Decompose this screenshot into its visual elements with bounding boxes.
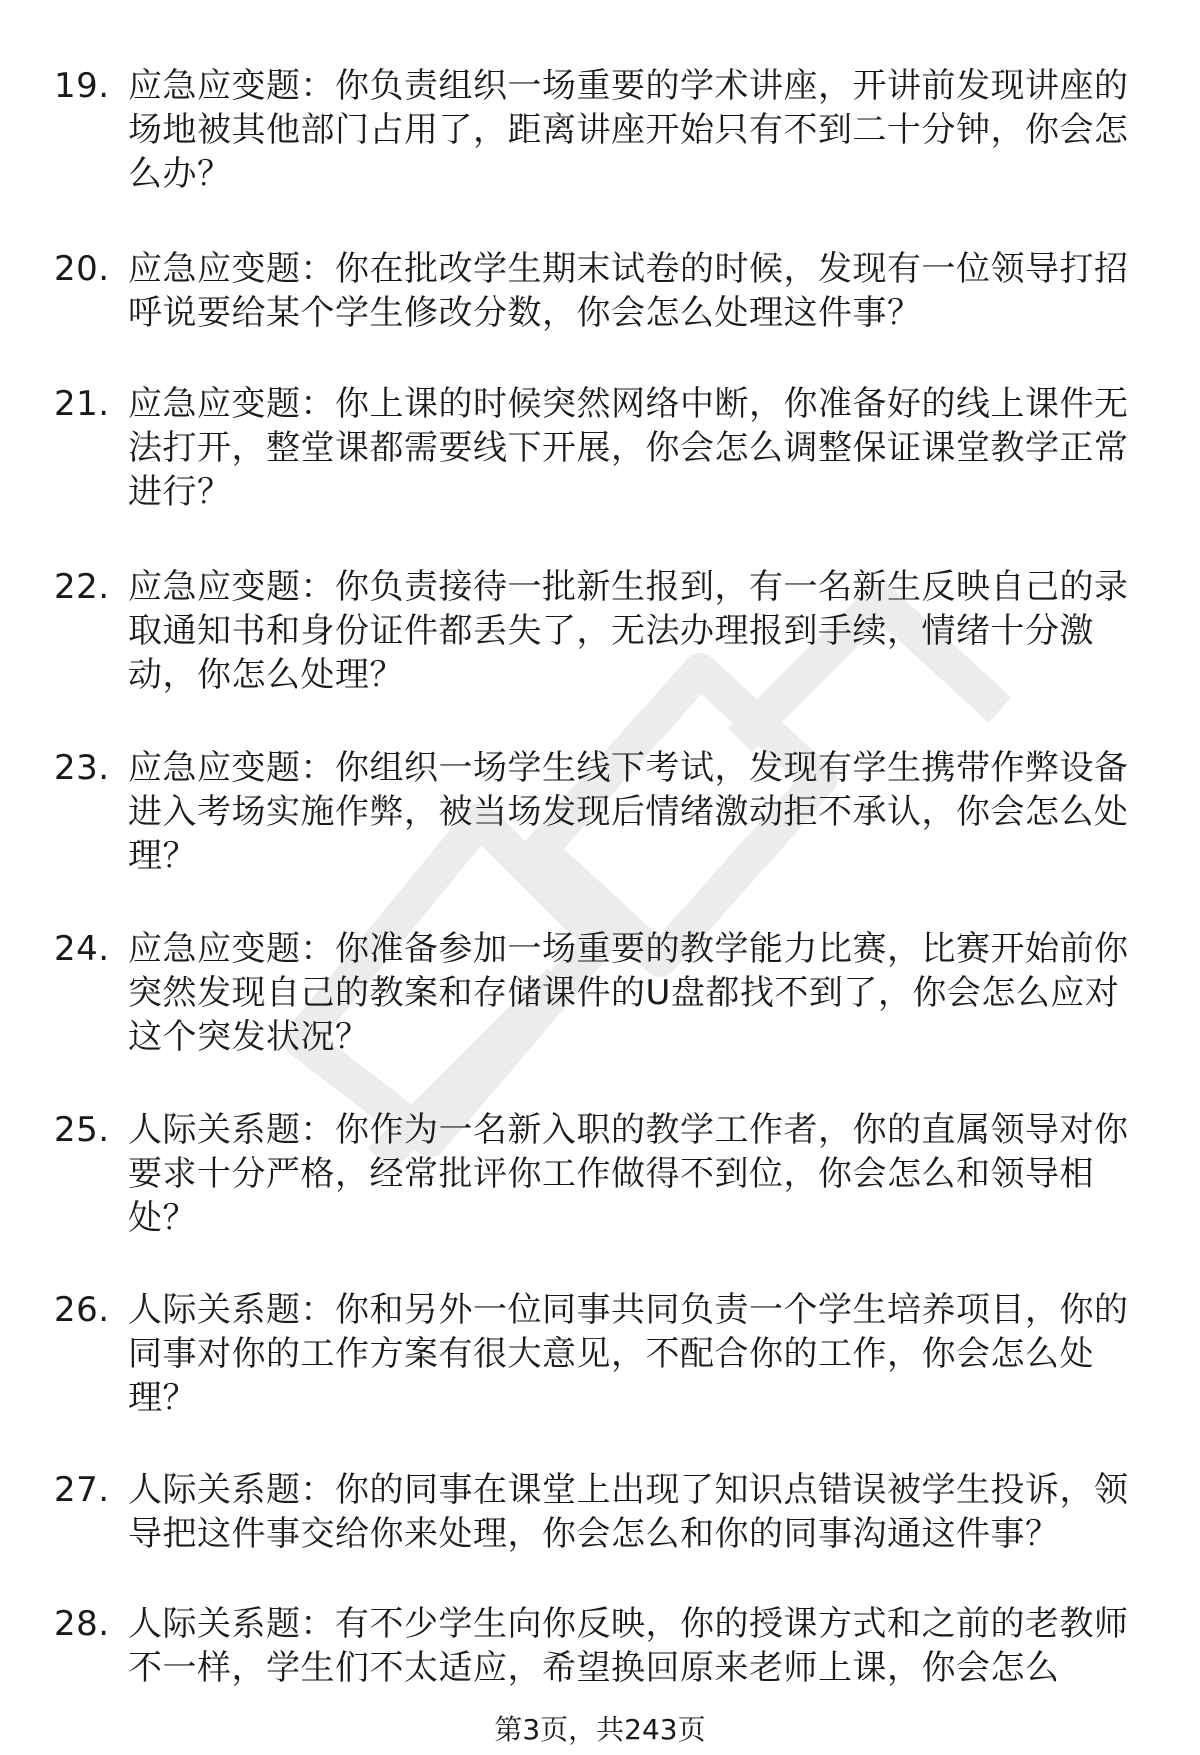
question-number: 20. bbox=[54, 249, 110, 289]
question-item bbox=[0, 382, 1200, 565]
question-text: 应急应变题：你上课的时候突然网络中断，你准备好的线上课件无法打开，整堂课都需要线下开展，你会怎么调整保证课堂教学正常进行？ bbox=[128, 384, 1129, 512]
question-item bbox=[0, 746, 1200, 927]
question-text: 应急应变题：你负责接待一批新生报到，有一名新生反映自己的录取通知书和身份证件都丢失了，无法办理报到手续，情绪十分激动，你怎么处理？ bbox=[128, 567, 1129, 695]
question-item bbox=[0, 927, 1200, 1108]
question-number: 24. bbox=[54, 929, 110, 969]
question-number: 25. bbox=[54, 1110, 110, 1150]
question-text: 应急应变题：你组织一场学生线下考试，发现有学生携带作弊设备进入考场实施作弊，被当场发现后情绪激动拒不承认，你会怎么处理？ bbox=[128, 748, 1129, 876]
question-number: 26. bbox=[54, 1290, 110, 1330]
question-item bbox=[0, 565, 1200, 746]
question-item bbox=[0, 64, 1200, 247]
question-item bbox=[0, 1602, 1200, 1692]
question-text: 人际关系题：有不少学生向你反映，你的授课方式和之前的老教师不一样，学生们不太适应，希望换回原来老师上课，你会怎么 bbox=[128, 1604, 1129, 1688]
question-text: 人际关系题：你和另外一位同事共同负责一个学生培养项目，你的同事对你的工作方案有很大意见，不配合你的工作，你会怎么处理？ bbox=[128, 1290, 1129, 1418]
question-number: 19. bbox=[54, 66, 110, 106]
question-number: 27. bbox=[54, 1470, 110, 1510]
question-item bbox=[0, 1288, 1200, 1468]
question-item bbox=[0, 247, 1200, 382]
question-text: 应急应变题：你准备参加一场重要的教学能力比赛，比赛开始前你突然发现自己的教案和存储课件的U盘都找不到了，你会怎么应对这个突发状况？ bbox=[128, 929, 1129, 1057]
question-text: 人际关系题：你作为一名新入职的教学工作者，你的直属领导对你要求十分严格，经常批评你工作做得不到位，你会怎么和领导相处？ bbox=[128, 1110, 1129, 1238]
question-number: 22. bbox=[54, 567, 110, 607]
question-number: 23. bbox=[54, 748, 110, 788]
question-text: 应急应变题：你在批改学生期末试卷的时候，发现有一位领导打招呼说要给某个学生修改分数，你会怎么处理这件事？ bbox=[128, 249, 1129, 333]
question-text: 人际关系题：你的同事在课堂上出现了知识点错误被学生投诉，领导把这件事交给你来处理，你会怎么和你的同事沟通这件事？ bbox=[128, 1470, 1129, 1554]
question-item bbox=[0, 1108, 1200, 1288]
question-number: 21. bbox=[54, 384, 110, 424]
question-number: 28. bbox=[54, 1604, 110, 1644]
question-item bbox=[0, 1468, 1200, 1602]
page-footer: 第3页，共243页 bbox=[494, 1713, 706, 1746]
question-text: 应急应变题：你负责组织一场重要的学术讲座，开讲前发现讲座的场地被其他部门占用了，距离讲座开始只有不到二十分钟，你会怎么办？ bbox=[128, 66, 1129, 194]
question-list bbox=[0, 64, 1200, 1692]
